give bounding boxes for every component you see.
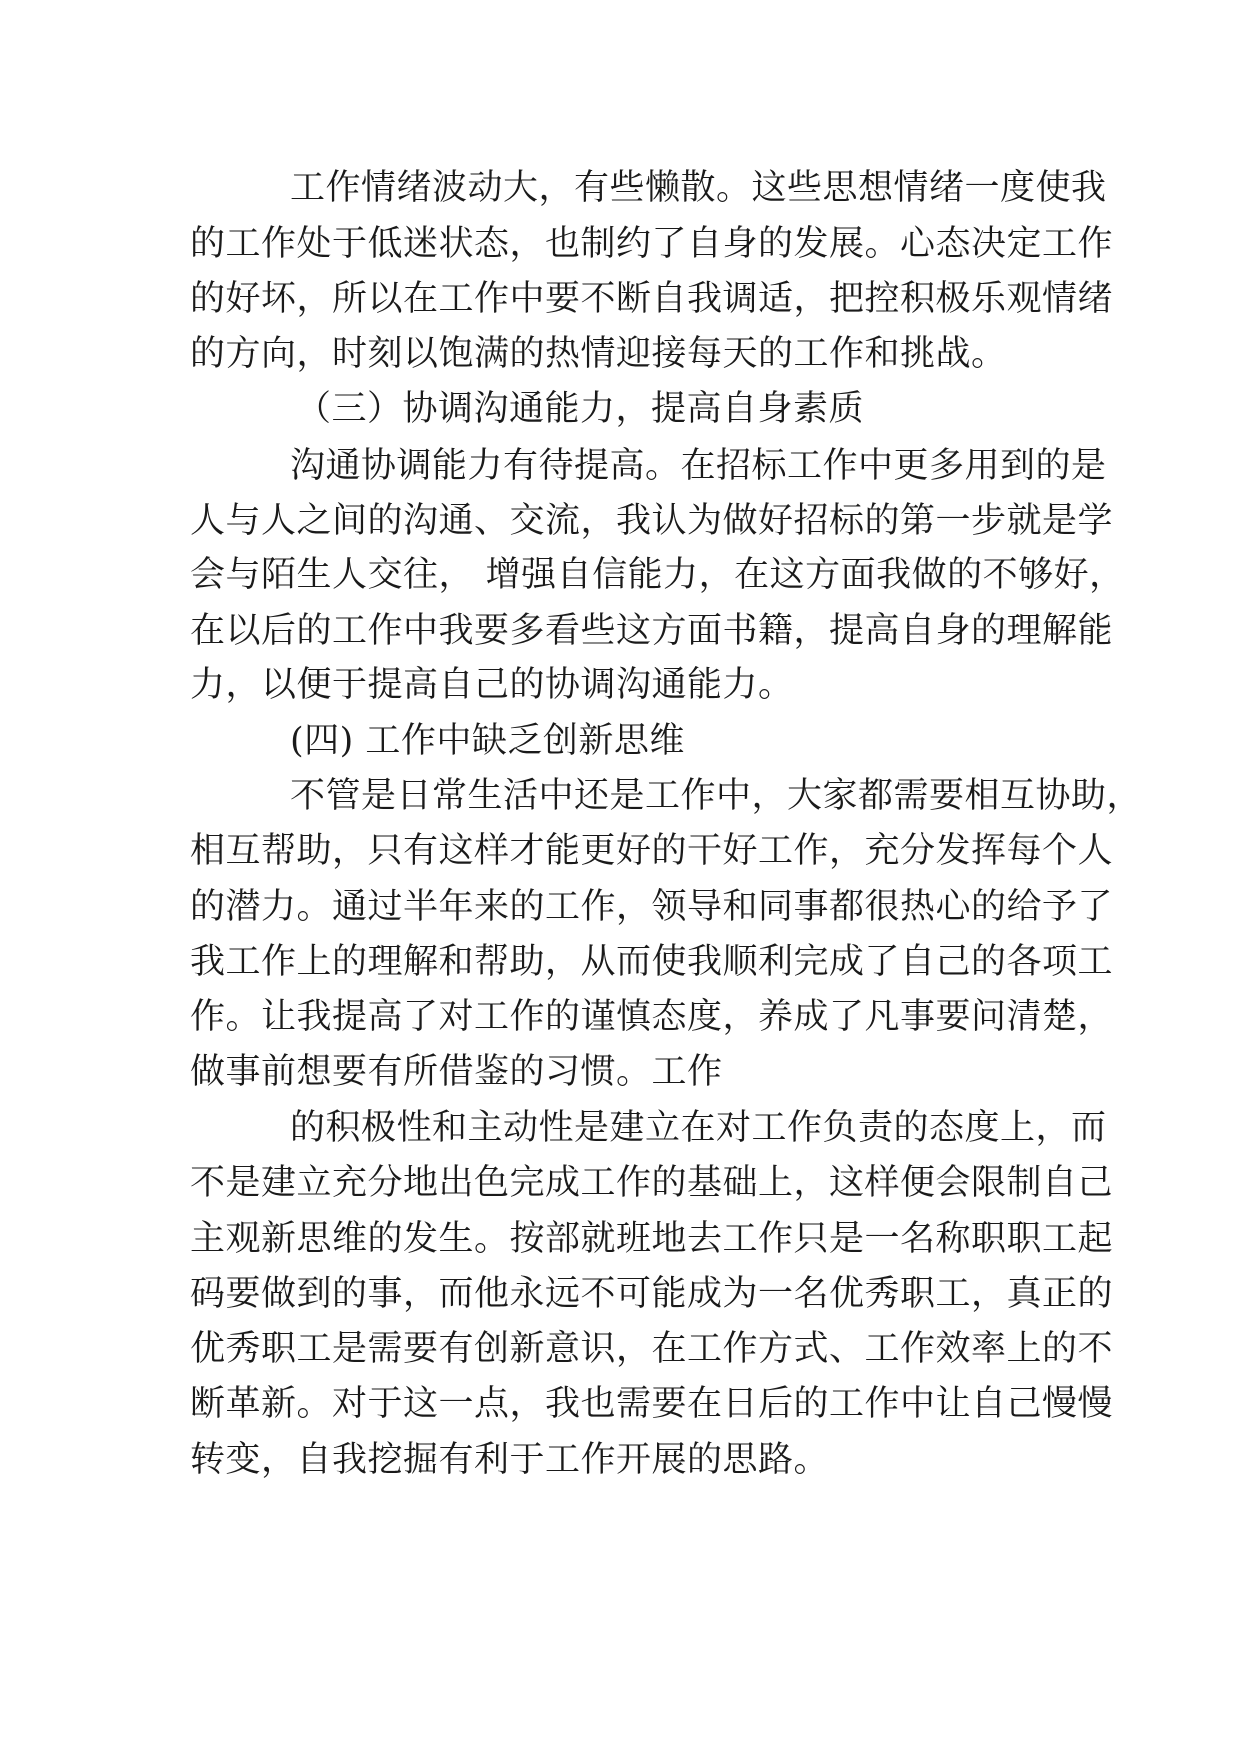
paragraph-line: 的方向，时刻以饱满的热情迎接每天的工作和挑战。 <box>190 334 1007 374</box>
paragraph-line: 的好坏，所以在工作中要不断自我调适，把控积极乐观情绪 <box>190 279 1114 319</box>
paragraph-line: 做事前想要有所借鉴的习惯。工作 <box>190 1052 723 1092</box>
paragraph-line: 优秀职工是需要有创新意识，在工作方式、工作效率上的不 <box>190 1329 1114 1369</box>
paragraph-line: 的工作处于低迷状态，也制约了自身的发展。心态决定工作 <box>190 224 1114 264</box>
paragraph-line: 不管是日常生活中还是工作中，大家都需要相互协助， <box>290 776 1143 816</box>
paragraph-line: 人与人之间的沟通、交流，我认为做好招标的第一步就是学 <box>190 501 1114 541</box>
paragraph-line: 转变，自我挖掘有利于工作开展的思路。 <box>190 1440 830 1480</box>
paragraph-line: 作。让我提高了对工作的谨慎态度，养成了凡事要问清楚， <box>190 997 1114 1037</box>
paragraph-line: 沟通协调能力有待提高。在招标工作中更多用到的是 <box>290 446 1107 486</box>
paragraph-line: 断革新。对于这一点，我也需要在日后的工作中让自己慢慢 <box>190 1384 1114 1424</box>
paragraph-line: 我工作上的理解和帮助，从而使我顺利完成了自己的各项工 <box>190 942 1114 982</box>
section-heading: （三）协调沟通能力，提高自身素质 <box>296 389 865 429</box>
section-heading: (四) 工作中缺乏创新思维 <box>290 721 685 761</box>
paragraph-line: 的积极性和主动性是建立在对工作负责的态度上，而 <box>290 1108 1107 1148</box>
paragraph-line: 会与陌生人交往， 增强自信能力，在这方面我做的不够好， <box>190 555 1125 595</box>
paragraph-line: 不是建立充分地出色完成工作的基础上，这样便会限制自己 <box>190 1163 1114 1203</box>
paragraph-line: 在以后的工作中我要多看些这方面书籍，提高自身的理解能 <box>190 611 1114 651</box>
paragraph-line: 主观新思维的发生。按部就班地去工作只是一名称职职工起 <box>190 1219 1114 1259</box>
paragraph-line: 力，以便于提高自己的协调沟通能力。 <box>190 665 794 705</box>
paragraph-line: 相互帮助，只有这样才能更好的干好工作，充分发挥每个人 <box>190 831 1114 871</box>
paragraph-line: 的潜力。通过半年来的工作，领导和同事都很热心的给予了 <box>190 887 1114 927</box>
paragraph-line: 工作情绪波动大，有些懒散。这些思想情绪一度使我 <box>290 168 1107 208</box>
paragraph-line: 码要做到的事，而他永远不可能成为一名优秀职工，真正的 <box>190 1274 1114 1314</box>
